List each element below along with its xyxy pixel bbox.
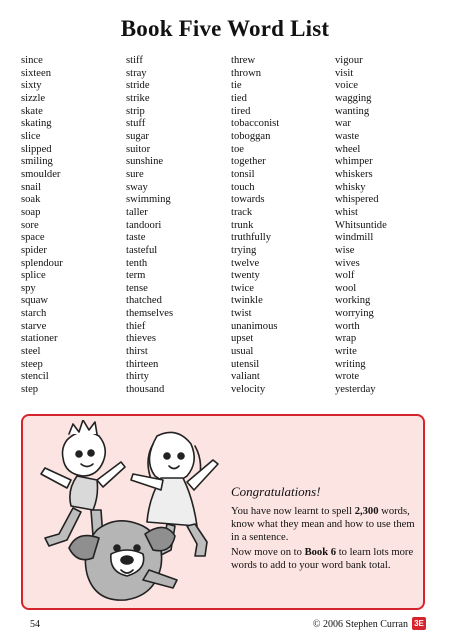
word-list-item: steel: [21, 346, 41, 358]
word-list-item: yesterday: [335, 384, 376, 396]
word-list-item: towards: [231, 194, 265, 206]
word-list-item: Whitsuntide: [335, 219, 387, 231]
word-list-item: strike: [126, 92, 150, 104]
word-list-item: thrown: [231, 67, 262, 79]
word-list-item: velocity: [231, 384, 266, 396]
word-list-item: windmill: [335, 232, 374, 244]
word-list-item: voice: [335, 80, 358, 92]
word-list-item: thieves: [126, 333, 157, 345]
word-list-item: soap: [21, 206, 41, 218]
word-list-item: track: [231, 206, 253, 218]
word-list-item: thirteen: [126, 358, 159, 370]
word-list-item: threw: [231, 55, 256, 66]
word-list-item: twice: [231, 282, 254, 294]
word-list-item: stride: [126, 80, 150, 92]
word-list-item: step: [21, 384, 39, 396]
word-list-item: vigour: [335, 55, 363, 66]
word-list-item: since: [21, 55, 43, 66]
next-book: Book 6: [304, 547, 337, 558]
word-list-item: worth: [335, 320, 360, 332]
word-list-item: stencil: [21, 371, 49, 383]
word-list-item: stationer: [21, 333, 58, 345]
word-column-3: [231, 55, 279, 397]
word-list-item: stuff: [126, 118, 146, 130]
word-list-item: wagging: [335, 92, 372, 104]
word-list-item: suitor: [126, 143, 151, 155]
page-number: 54: [30, 619, 40, 630]
children-and-dog-illustration: [27, 420, 245, 608]
word-list-item: sixty: [21, 80, 42, 92]
word-list-item: waste: [335, 130, 360, 142]
word-list-item: together: [231, 156, 266, 168]
word-list-item: tense: [126, 282, 148, 294]
word-list-item: steep: [21, 358, 43, 370]
word-list-item: whist: [335, 206, 358, 218]
word-list-item: splice: [21, 270, 46, 282]
word-column-2: [126, 55, 173, 397]
word-list-item: tobacconist: [231, 118, 280, 130]
copyright-notice: © 2006 Stephen Curran: [312, 619, 408, 630]
word-list-item: unanimous: [231, 320, 278, 332]
word-list-item: strip: [126, 105, 145, 117]
word-list-item: thousand: [126, 384, 165, 396]
word-list-item: wool: [335, 282, 357, 294]
word-list-item: starve: [21, 320, 47, 332]
publisher-logo-text: 3E: [414, 619, 424, 628]
word-list-item: tie: [231, 80, 242, 92]
word-list-item: sway: [126, 181, 148, 193]
word-list-item: thirst: [126, 346, 148, 358]
word-list-item: skate: [21, 105, 43, 117]
word-list-item: utensil: [231, 358, 260, 370]
word-list-item: whisky: [335, 181, 366, 193]
word-list-item: tired: [231, 105, 251, 117]
word-list-item: wrote: [335, 371, 360, 383]
word-list-item: thirty: [126, 371, 149, 383]
word-column-1: [21, 55, 63, 397]
word-list-item: tenth: [126, 257, 148, 269]
word-list-item: write: [335, 346, 357, 358]
page-title: Book Five Word List: [120, 16, 330, 41]
next-step-text: [231, 546, 419, 572]
word-list-item: toboggan: [231, 130, 271, 142]
word-list-item: sixteen: [21, 67, 52, 79]
word-list-item: swimming: [126, 194, 171, 206]
word-list-item: slipped: [21, 143, 52, 155]
achievement-text-end: words, know what they mean and how to use them in a sentence.: [231, 506, 415, 543]
word-list-item: touch: [231, 181, 255, 193]
word-list-item: splendour: [21, 257, 63, 269]
congratulations-heading: Congratulations!: [231, 484, 321, 499]
word-list-item: visit: [335, 67, 354, 79]
word-list-item: sure: [126, 168, 144, 180]
word-list-item: tasteful: [126, 244, 158, 256]
word-list-item: twinkle: [231, 295, 263, 307]
word-list-item: spy: [21, 282, 36, 294]
word-list-item: tonsil: [231, 168, 255, 180]
word-list-item: wrap: [335, 333, 357, 345]
word-list-item: soak: [21, 194, 41, 206]
achievement-text-start: You have now learnt to spell: [231, 506, 355, 517]
word-list-item: smiling: [21, 156, 53, 168]
word-list-item: thatched: [126, 295, 162, 307]
congratulations-panel: [21, 414, 425, 610]
word-list-item: snail: [21, 181, 42, 193]
next-step-text-start: Now move on to: [231, 547, 305, 558]
word-list-item: whispered: [335, 194, 379, 206]
word-list-item: term: [126, 270, 146, 282]
word-list-item: wives: [335, 257, 360, 269]
word-list-item: worrying: [335, 308, 374, 320]
word-list-item: wise: [335, 244, 355, 256]
word-list-item: themselves: [126, 308, 174, 320]
word-list-item: working: [335, 295, 371, 307]
word-list-item: sore: [21, 219, 39, 231]
word-list-item: thief: [126, 320, 146, 332]
word-list-item: writing: [335, 358, 366, 370]
word-list-item: whiskers: [335, 168, 373, 180]
word-list-item: trunk: [231, 219, 254, 231]
word-list-item: spider: [21, 244, 47, 256]
word-list-item: sizzle: [21, 92, 46, 104]
word-list-item: squaw: [21, 295, 49, 307]
word-list-item: smoulder: [21, 168, 61, 180]
word-list-item: whimper: [335, 156, 373, 168]
word-list-item: space: [21, 232, 45, 244]
word-list-item: wolf: [335, 270, 355, 282]
word-list-item: starch: [21, 308, 47, 320]
achievement-text: [231, 505, 419, 544]
word-list-item: tandoori: [126, 219, 162, 231]
word-list-item: wheel: [335, 143, 361, 155]
word-list-item: taller: [126, 206, 148, 218]
word-list-item: sugar: [126, 130, 149, 142]
word-list-item: truthfully: [231, 232, 272, 244]
next-step-text-end: to learn lots more words to add to your word bank total.: [231, 547, 414, 571]
word-count: 2,300: [354, 506, 379, 517]
word-list-item: skating: [21, 118, 52, 130]
word-list-item: stiff: [126, 55, 143, 66]
word-list-item: tied: [231, 92, 247, 104]
word-list-item: stray: [126, 67, 147, 79]
word-list-item: wanting: [335, 105, 370, 117]
word-list-item: slice: [21, 130, 41, 142]
word-column-4: [335, 55, 387, 397]
word-list-item: toe: [231, 143, 244, 155]
word-list-item: war: [335, 118, 351, 130]
word-list-item: trying: [231, 244, 257, 256]
word-list-item: usual: [231, 346, 254, 358]
word-list-item: taste: [126, 232, 146, 244]
publisher-logo-icon: [412, 617, 426, 630]
word-list-item: twenty: [231, 270, 260, 282]
word-list-item: twelve: [231, 257, 260, 269]
word-list-item: valiant: [231, 371, 260, 383]
word-list-item: upset: [231, 333, 254, 345]
word-list-item: sunshine: [126, 156, 164, 168]
word-list-item: twist: [231, 308, 252, 320]
